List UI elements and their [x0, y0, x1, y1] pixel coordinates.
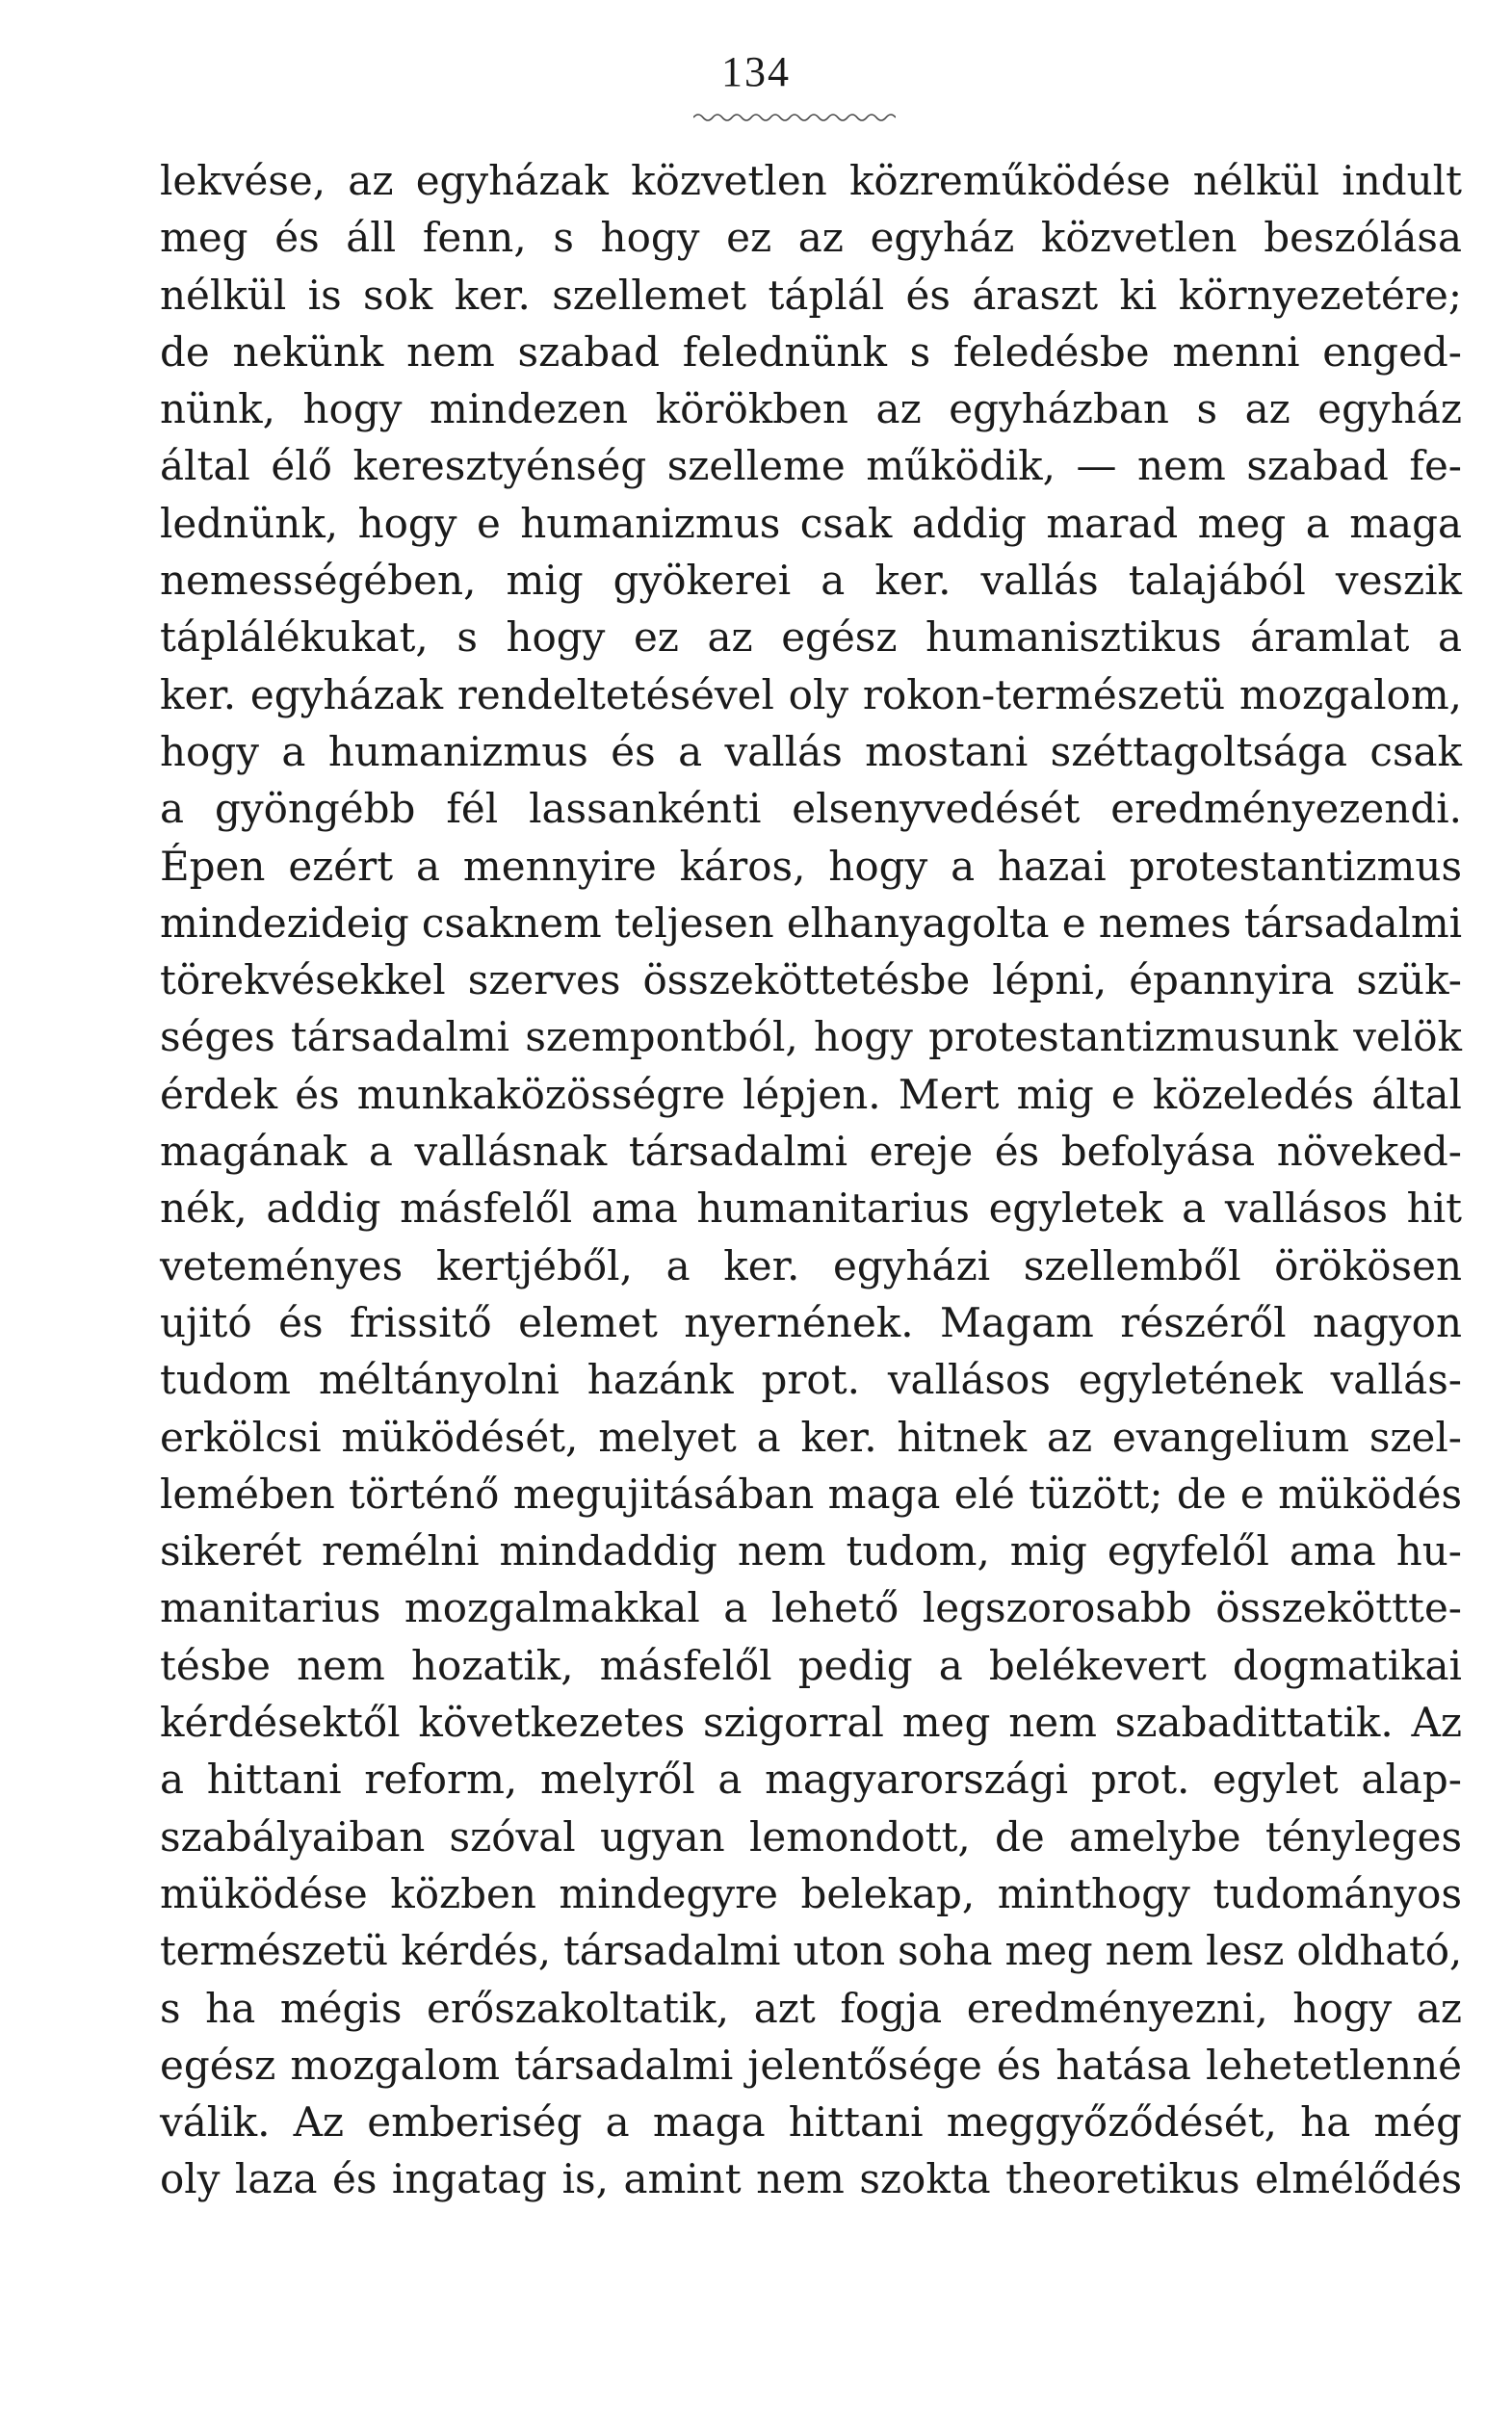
text-line: sikerét remélni mindaddig nem tudom, mig egyfelől ama hu-: [160, 1527, 1462, 1575]
text-line: nék, addig másfelől ama humanitarius egyletek a vallásos hit: [160, 1184, 1462, 1233]
text-line: érdek és munkaközösségre lépjen. Mert mig e közeledés által: [160, 1070, 1462, 1118]
text-line: nünk, hogy mindezen körökben az egyházban s az egyház: [160, 385, 1462, 433]
text-line: egész mozgalom társadalmi jelentősége és hatása lehetetlenné: [160, 2041, 1462, 2089]
text-line: müködése közben mindegyre belekap, minthogy tudományos: [160, 1869, 1462, 1917]
text-line: hogy a humanizmus és a vallás mostani széttagoltsága csak: [160, 727, 1462, 775]
text-line: ujitó és frissitő elemet nyernének. Magam részéről nagyon: [160, 1298, 1462, 1346]
text-line: séges társadalmi szempontból, hogy protestantizmusunk velök: [160, 1013, 1462, 1061]
text-line: a gyöngébb fél lassankénti elsenyvedését eredményezendi.: [160, 785, 1462, 833]
text-line: szabályaiban szóval ugyan lemondott, de amelybe tényleges: [160, 1812, 1462, 1861]
text-line: ker. egyházak rendeltetésével oly rokon-természetü mozgalom,: [160, 670, 1462, 718]
text-line: de nekünk nem szabad felednünk s feledésbe menni enged-: [160, 327, 1462, 376]
text-line: Épen ezért a mennyire káros, hogy a hazai protestantizmus: [160, 842, 1462, 890]
header-ornament: [693, 112, 896, 123]
text-line: lemében történő megujitásában maga elé tüzött; de e müködés: [160, 1470, 1462, 1518]
text-line: meg és áll fenn, s hogy ez az egyház közvetlen beszólása: [160, 214, 1462, 262]
text-line: manitarius mozgalmakkal a lehető legszorosabb összeköttte-: [160, 1584, 1462, 1632]
page-number: 134: [721, 48, 791, 95]
text-line: s ha mégis erőszakoltatik, azt fogja eredményezni, hogy az: [160, 1984, 1462, 2032]
text-line: a hittani reform, melyről a magyarországi prot. egylet alap-: [160, 1756, 1462, 1804]
text-line: lednünk, hogy e humanizmus csak addig marad meg a maga: [160, 499, 1462, 547]
text-line: válik. Az emberiség a maga hittani meggyőződését, ha még: [160, 2098, 1462, 2147]
text-line: magának a vallásnak társadalmi ereje és befolyása növeked-: [160, 1128, 1462, 1176]
text-line: természetü kérdés, társadalmi uton soha meg nem lesz oldható,: [160, 1927, 1462, 1975]
text-line: veteményes kertjéből, a ker. egyházi szellemből örökösen: [160, 1241, 1462, 1289]
text-line: nemességében, mig gyökerei a ker. vallás talajából veszik: [160, 557, 1462, 605]
text-line: táplálékukat, s hogy ez az egész humanisztikus áramlat a: [160, 613, 1462, 662]
text-line: lekvése, az egyházak közvetlen közreműködése nélkül indult: [160, 157, 1462, 204]
text-line: nélkül is sok ker. szellemet táplál és áraszt ki környezetére;: [160, 271, 1462, 319]
text-line: tudom méltányolni hazánk prot. vallásos egyletének vallás-: [160, 1356, 1462, 1404]
text-line: oly laza és ingatag is, amint nem szokta theoretikus elmélődés: [160, 2155, 1462, 2203]
text-line: által élő keresztyénség szelleme működik, — nem szabad fe-: [160, 442, 1462, 490]
text-line: törekvésekkel szerves összeköttetésbe lépni, épannyira szük-: [160, 956, 1462, 1004]
body-text: [160, 152, 1462, 2208]
text-line: erkölcsi müködését, melyet a ker. hitnek az evangelium szel-: [160, 1413, 1462, 1461]
text-line: tésbe nem hozatik, másfelől pedig a belékevert dogmatikai: [160, 1641, 1462, 1689]
text-line: kérdésektől következetes szigorral meg nem szabadittatik. Az: [160, 1699, 1462, 1747]
text-line: mindezideig csaknem teljesen elhanyagolta e nemes társadalmi: [160, 898, 1462, 947]
